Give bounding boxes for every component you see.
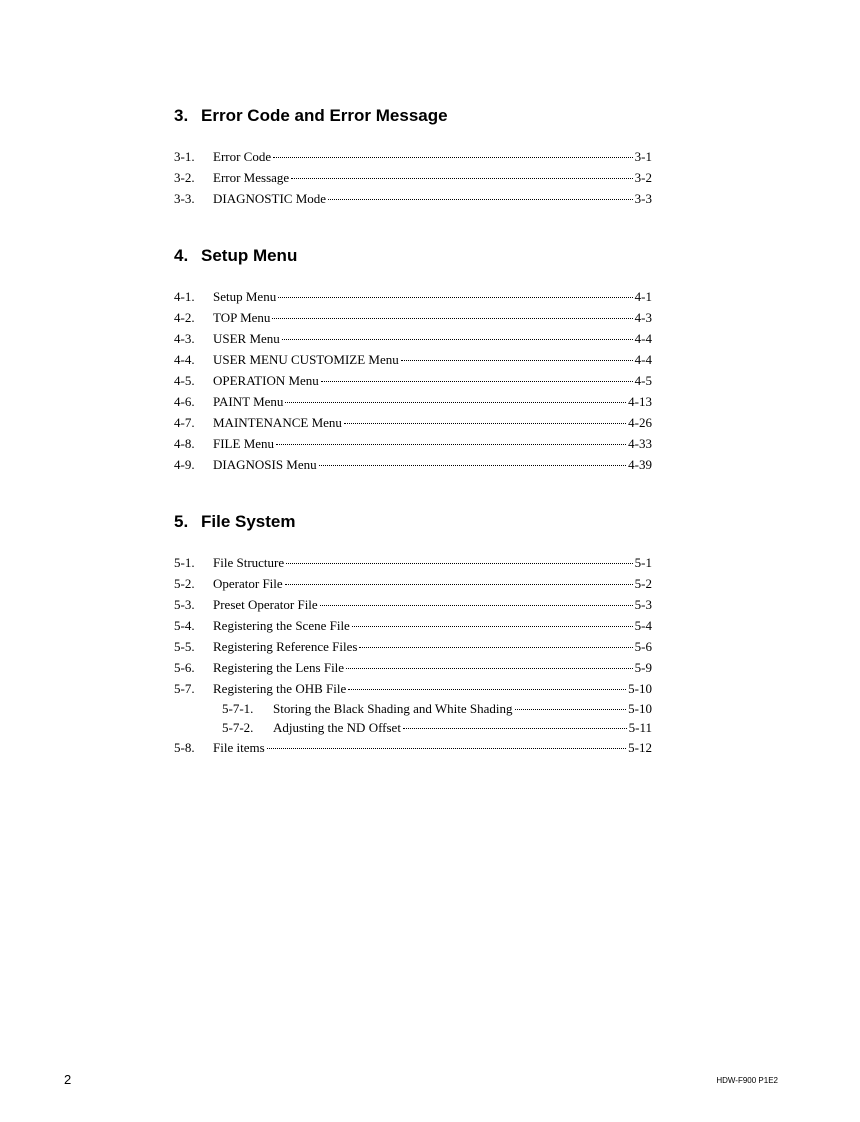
entry-title: Storing the Black Shading and White Shading: [273, 701, 513, 716]
toc-section-5: [174, 510, 652, 758]
entry-number: 5-7-1.: [222, 701, 254, 716]
section-title: Setup Menu: [201, 246, 298, 265]
entry-page: 5-10: [628, 681, 652, 696]
section-number: 5.: [174, 512, 189, 531]
page-number: 2: [64, 1072, 72, 1087]
toc-entry[interactable]: [174, 573, 652, 594]
toc-subentry[interactable]: [174, 699, 652, 718]
dot-leader: [401, 360, 633, 361]
entry-number: 4-7.: [174, 415, 195, 430]
toc-entry[interactable]: [174, 552, 652, 573]
entry-page: 5-3: [634, 597, 652, 612]
entry-title: Registering the Lens File: [213, 660, 345, 675]
dot-leader: [328, 199, 633, 200]
entry-number: 4-2.: [174, 310, 195, 325]
dot-leader: [276, 444, 626, 445]
section-number: 4.: [174, 246, 189, 265]
entry-page: 3-3: [634, 191, 652, 206]
entry-page: 4-1: [634, 289, 652, 304]
entry-page: 5-12: [628, 740, 652, 755]
entry-number: 5-5.: [174, 639, 195, 654]
section-heading: [174, 244, 652, 268]
entry-title: File items: [213, 740, 265, 755]
entry-title: File Structure: [213, 555, 285, 570]
toc-entry[interactable]: [174, 167, 652, 188]
entry-title: TOP Menu: [213, 310, 271, 325]
entry-number: 5-2.: [174, 576, 195, 591]
toc-subentry[interactable]: [174, 718, 652, 737]
section-title: File System: [201, 512, 296, 531]
entry-title: USER Menu: [213, 331, 280, 346]
entry-page: 4-5: [634, 373, 652, 388]
dot-leader: [352, 626, 633, 627]
dot-leader: [273, 157, 633, 158]
entry-page: 4-4: [634, 352, 652, 367]
toc-entry[interactable]: [174, 349, 652, 370]
dot-leader: [359, 647, 632, 648]
entry-page: 4-13: [628, 394, 652, 409]
toc-entry[interactable]: [174, 391, 652, 412]
entry-number: 4-3.: [174, 331, 195, 346]
dot-leader: [278, 297, 632, 298]
entry-page: 4-3: [634, 310, 652, 325]
dot-leader: [346, 668, 633, 669]
entry-title: Registering Reference Files: [213, 639, 358, 654]
toc-entry[interactable]: [174, 146, 652, 167]
entry-number: 4-8.: [174, 436, 195, 451]
entry-number: 5-4.: [174, 618, 195, 633]
entry-page: 3-1: [634, 149, 652, 164]
entry-title: Adjusting the ND Offset: [273, 720, 401, 735]
toc-entry[interactable]: [174, 636, 652, 657]
entry-number: 4-1.: [174, 289, 195, 304]
toc-entry[interactable]: [174, 737, 652, 758]
entry-page: 5-2: [634, 576, 652, 591]
entry-number: 4-6.: [174, 394, 195, 409]
entry-page: 3-2: [634, 170, 652, 185]
entry-title: Registering the Scene File: [213, 618, 350, 633]
entry-title: PAINT Menu: [213, 394, 284, 409]
entry-number: 5-7-2.: [222, 720, 254, 735]
entry-title: Registering the OHB File: [213, 681, 347, 696]
dot-leader: [348, 689, 626, 690]
entry-title: MAINTENANCE Menu: [213, 415, 342, 430]
entry-number: 5-7.: [174, 681, 195, 696]
entry-page: 5-4: [634, 618, 652, 633]
entry-title: OPERATION Menu: [213, 373, 319, 388]
toc-entry[interactable]: [174, 454, 652, 475]
entry-page: 5-6: [634, 639, 652, 654]
toc-entry[interactable]: [174, 286, 652, 307]
toc-entry[interactable]: [174, 433, 652, 454]
entry-title: Operator File: [213, 576, 283, 591]
toc-entry[interactable]: [174, 657, 652, 678]
entry-title: FILE Menu: [213, 436, 275, 451]
entry-number: 5-8.: [174, 740, 195, 755]
entry-page: 5-9: [634, 660, 652, 675]
entry-number: 3-2.: [174, 170, 195, 185]
entry-number: 5-1.: [174, 555, 195, 570]
entry-page: 5-10: [628, 701, 652, 716]
section-title: Error Code and Error Message: [201, 106, 448, 125]
entry-number: 3-3.: [174, 191, 195, 206]
toc-section-3: [174, 104, 652, 209]
entry-title: Preset Operator File: [213, 597, 318, 612]
entry-page: 5-1: [634, 555, 652, 570]
dot-leader: [267, 748, 627, 749]
entry-number: 3-1.: [174, 149, 195, 164]
toc-entry[interactable]: [174, 328, 652, 349]
entry-number: 4-4.: [174, 352, 195, 367]
entry-title: Error Message: [213, 170, 290, 185]
toc-section-4: [174, 244, 652, 475]
dot-leader: [291, 178, 632, 179]
section-heading: [174, 510, 652, 534]
entry-title: USER MENU CUSTOMIZE Menu: [213, 352, 399, 367]
toc-entry[interactable]: [174, 412, 652, 433]
entry-page: 4-4: [634, 331, 652, 346]
toc-entry[interactable]: [174, 307, 652, 328]
dot-leader: [320, 605, 633, 606]
toc-entry[interactable]: [174, 370, 652, 391]
dot-leader: [272, 318, 632, 319]
entry-title: Error Code: [213, 149, 272, 164]
entry-number: 5-3.: [174, 597, 195, 612]
entry-page: 4-39: [628, 457, 652, 472]
entry-title: DIAGNOSTIC Mode: [213, 191, 327, 206]
dot-leader: [515, 709, 627, 710]
entry-page: 5-11: [628, 720, 652, 735]
toc-entry[interactable]: [174, 678, 652, 699]
entry-page: 4-26: [628, 415, 652, 430]
section-heading: [174, 104, 652, 128]
dot-leader: [286, 563, 633, 564]
document-code: HDW-F900 P1E2: [716, 1076, 778, 1085]
dot-leader: [285, 402, 626, 403]
dot-leader: [321, 381, 633, 382]
entry-page: 4-33: [628, 436, 652, 451]
dot-leader: [282, 339, 633, 340]
toc-entry[interactable]: [174, 615, 652, 636]
entry-number: 4-9.: [174, 457, 195, 472]
toc-entry[interactable]: [174, 594, 652, 615]
entry-title: Setup Menu: [213, 289, 277, 304]
entry-number: 5-6.: [174, 660, 195, 675]
section-number: 3.: [174, 106, 189, 125]
dot-leader: [403, 728, 627, 729]
entry-title: DIAGNOSIS Menu: [213, 457, 317, 472]
entry-number: 4-5.: [174, 373, 195, 388]
dot-leader: [344, 423, 626, 424]
dot-leader: [319, 465, 627, 466]
toc-entry[interactable]: [174, 188, 652, 209]
dot-leader: [285, 584, 633, 585]
